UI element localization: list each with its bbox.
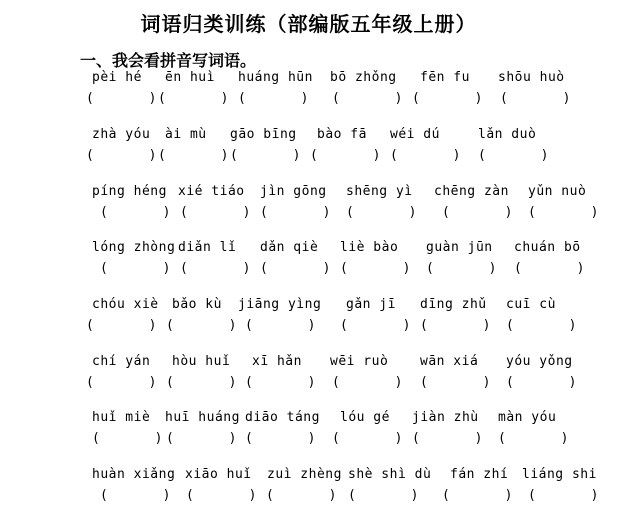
pinyin-prompt: yǔn nuò [528, 184, 587, 199]
pinyin-prompt: gǎn jī [346, 297, 396, 312]
answer-blank[interactable]: ( ) [166, 318, 237, 333]
pinyin-prompt: wān xiá [420, 354, 479, 369]
pinyin-prompt: dǎn qiè [260, 240, 319, 255]
answer-blank[interactable]: ( ) [86, 148, 157, 163]
answer-blank[interactable]: ( ) [158, 91, 229, 106]
pinyin-prompt: hòu huǐ [172, 354, 231, 369]
exercise-row [0, 467, 617, 507]
pinyin-prompt: zuì zhèng [267, 467, 342, 482]
answer-blank[interactable]: ( ) [412, 431, 483, 446]
answer-blank[interactable]: ( ) [245, 318, 316, 333]
answer-blank[interactable]: ( ) [390, 148, 461, 163]
pinyin-prompt: màn yóu [498, 410, 557, 425]
answer-blank[interactable]: ( ) [260, 205, 331, 220]
pinyin-prompt: wēi ruò [330, 354, 389, 369]
exercise-row [0, 127, 617, 167]
answer-blank[interactable]: ( ) [166, 375, 237, 390]
answer-blank[interactable]: ( ) [100, 205, 171, 220]
pinyin-prompt: bō zhǒng [330, 70, 397, 85]
pinyin-prompt: píng héng [92, 184, 167, 199]
answer-blank[interactable]: ( ) [266, 488, 337, 503]
answer-blank[interactable]: ( ) [420, 318, 491, 333]
pinyin-prompt: jiàn zhù [412, 410, 479, 425]
pinyin-prompt: ài mù [165, 127, 207, 142]
answer-blank[interactable]: ( ) [500, 91, 571, 106]
answer-blank[interactable]: ( ) [478, 148, 549, 163]
pinyin-prompt: diǎn lǐ [178, 240, 237, 255]
answer-blank[interactable]: ( ) [180, 261, 251, 276]
exercise-row [0, 70, 617, 110]
answer-blank[interactable]: ( ) [86, 91, 157, 106]
answer-blank[interactable]: ( ) [346, 205, 417, 220]
pinyin-prompt: bǎo kù [172, 297, 222, 312]
page-title: 词语归类训练（部编版五年级上册） [140, 12, 477, 36]
pinyin-prompt: xiāo huǐ [185, 467, 252, 482]
answer-blank[interactable]: ( ) [506, 318, 577, 333]
pinyin-prompt: chuán bō [514, 240, 581, 255]
pinyin-prompt: fēn fu [420, 70, 470, 85]
pinyin-prompt: diāo táng [245, 410, 320, 425]
answer-blank[interactable]: ( ) [348, 488, 419, 503]
pinyin-prompt: lǎn duò [478, 127, 537, 142]
pinyin-prompt: chí yán [92, 354, 151, 369]
pinyin-prompt: zhà yóu [92, 127, 151, 142]
answer-blank[interactable]: ( ) [412, 91, 483, 106]
pinyin-prompt: cuī cù [506, 297, 556, 312]
answer-blank[interactable]: ( ) [100, 261, 171, 276]
pinyin-prompt: liáng shi [522, 467, 597, 482]
answer-blank[interactable]: ( ) [166, 431, 237, 446]
pinyin-prompt: ēn huì [165, 70, 215, 85]
answer-blank[interactable]: ( ) [186, 488, 257, 503]
answer-blank[interactable]: ( ) [310, 148, 381, 163]
pinyin-prompt: yóu yǒng [506, 354, 573, 369]
answer-blank[interactable]: ( ) [420, 375, 491, 390]
answer-blank[interactable]: ( ) [238, 91, 309, 106]
pinyin-prompt: lóng zhòng [92, 240, 176, 255]
pinyin-prompt: dīng zhǔ [420, 297, 487, 312]
exercise-row [0, 184, 617, 224]
answer-blank[interactable]: ( ) [86, 318, 157, 333]
pinyin-prompt: shēng yì [346, 184, 413, 199]
exercise-row [0, 354, 617, 394]
pinyin-prompt: jìn gōng [260, 184, 327, 199]
answer-blank[interactable]: ( ) [498, 431, 569, 446]
answer-blank[interactable]: ( ) [514, 261, 585, 276]
pinyin-prompt: huī huáng [165, 410, 240, 425]
pinyin-prompt: shè shì dù [348, 467, 432, 482]
answer-blank[interactable]: ( ) [230, 148, 301, 163]
pinyin-prompt: chóu xiè [92, 297, 159, 312]
answer-blank[interactable]: ( ) [158, 148, 229, 163]
exercise-row [0, 297, 617, 337]
pinyin-prompt: lóu gé [340, 410, 390, 425]
answer-blank[interactable]: ( ) [442, 488, 513, 503]
pinyin-prompt: chēng zàn [434, 184, 509, 199]
answer-blank[interactable]: ( ) [260, 261, 331, 276]
pinyin-prompt: huàn xiǎng [92, 467, 176, 482]
answer-blank[interactable]: ( ) [332, 375, 403, 390]
answer-blank[interactable]: ( ) [528, 205, 599, 220]
answer-blank[interactable]: ( ) [340, 261, 411, 276]
pinyin-prompt: huáng hūn [238, 70, 313, 85]
answer-blank[interactable]: ( ) [506, 375, 577, 390]
answer-blank[interactable]: ( ) [86, 375, 157, 390]
answer-blank[interactable]: ( ) [245, 431, 316, 446]
pinyin-prompt: guàn jūn [426, 240, 493, 255]
pinyin-prompt: jiāng yìng [238, 297, 322, 312]
answer-blank[interactable]: ( ) [245, 375, 316, 390]
pinyin-prompt: xī hǎn [252, 354, 302, 369]
pinyin-prompt: xié tiáo [178, 184, 245, 199]
pinyin-prompt: fán zhí [450, 467, 509, 482]
pinyin-prompt: bào fā [317, 127, 367, 142]
pinyin-prompt: shōu huò [498, 70, 565, 85]
answer-blank[interactable]: ( ) [100, 488, 171, 503]
exercise-row [0, 410, 617, 450]
answer-blank[interactable]: ( ) [426, 261, 497, 276]
pinyin-prompt: huǐ miè [92, 410, 151, 425]
answer-blank[interactable]: ( ) [180, 205, 251, 220]
answer-blank[interactable]: ( ) [528, 488, 599, 503]
pinyin-prompt: wéi dú [390, 127, 440, 142]
answer-blank[interactable]: ( ) [442, 205, 513, 220]
section-heading: 一、我会看拼音写词语。 [80, 51, 257, 70]
exercise-row [0, 240, 617, 280]
pinyin-prompt: liè bào [340, 240, 399, 255]
pinyin-prompt: pèi hé [92, 70, 142, 85]
answer-blank[interactable]: ( ) [332, 91, 403, 106]
answer-blank[interactable]: ( ) [92, 431, 163, 446]
answer-blank[interactable]: ( ) [340, 318, 411, 333]
pinyin-prompt: gāo bīng [230, 127, 297, 142]
answer-blank[interactable]: ( ) [332, 431, 403, 446]
